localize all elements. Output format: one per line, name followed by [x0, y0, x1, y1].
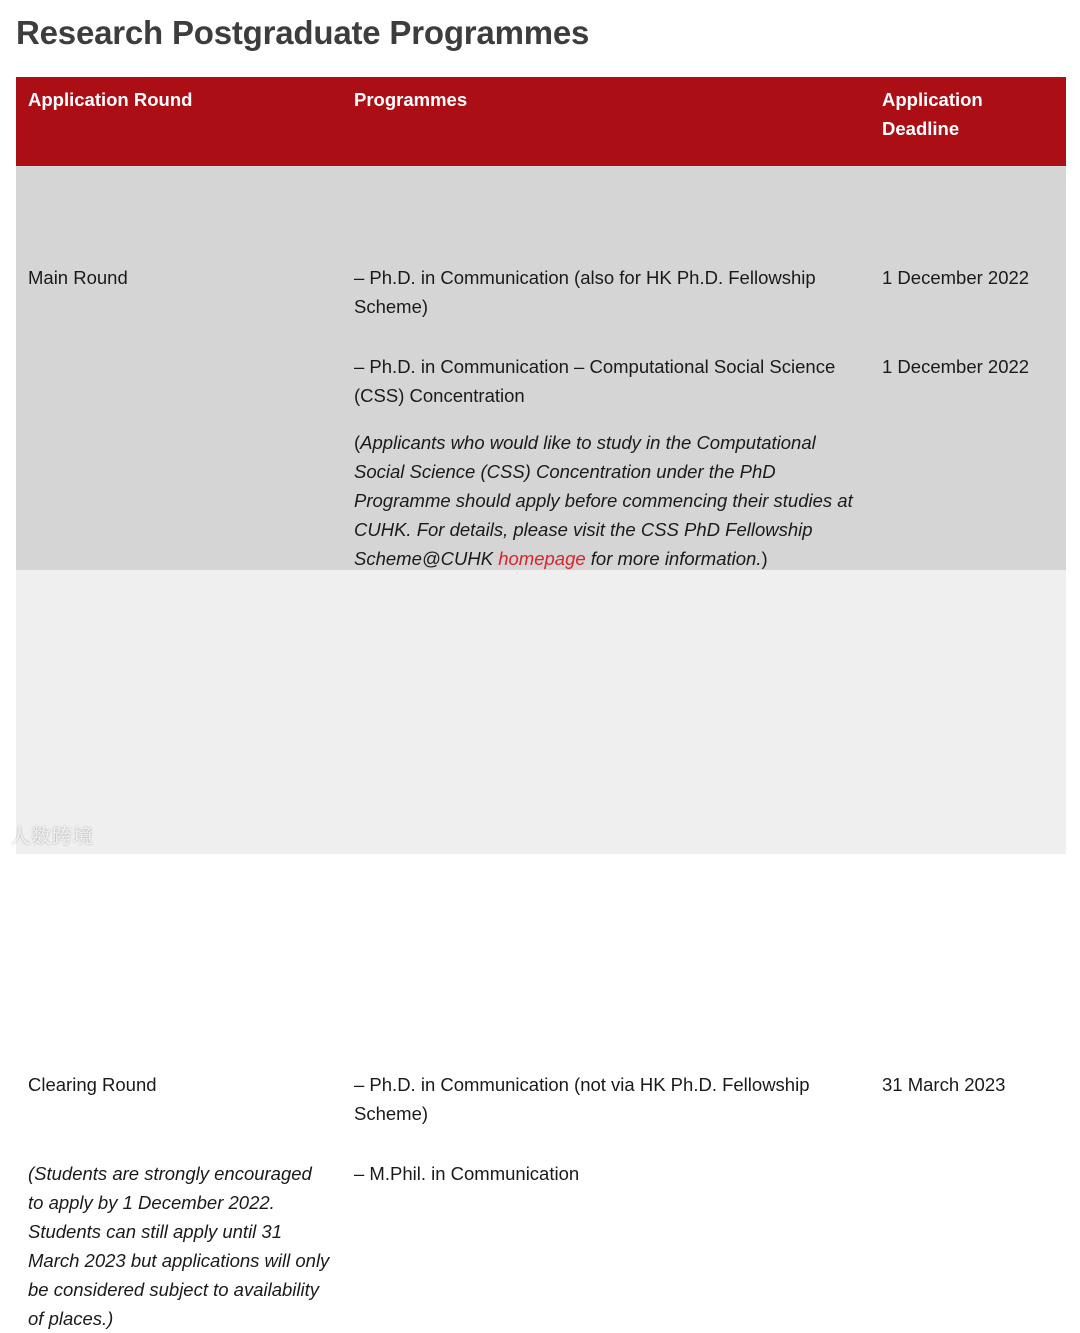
css-concentration-note	[354, 428, 864, 573]
watermark: 人数跨境	[10, 826, 94, 848]
programmes-table	[16, 77, 1066, 1329]
note-body: Applicants who would like to study in the Computational Social Science (CSS) Concentration under the PhD Programme should apply before commencing their studies at CUHK. For details, please visit the CSS PhD Fellowship Scheme@CUHK	[354, 432, 853, 569]
clearing-round-label: Clearing Round	[28, 1074, 157, 1095]
header-deadline-line1: Application	[882, 89, 983, 110]
main-round-programme-2: – Ph.D. in Communication – Computational Social Science (CSS) Concentration	[354, 356, 836, 406]
note-close-paren: )	[761, 548, 768, 569]
main-round-label	[28, 263, 328, 292]
main-round-deadline-1: 1 December 2022	[882, 267, 1030, 288]
clearing-round-deadline: 31 March 2023	[882, 1074, 1006, 1095]
header-deadline-line2: Deadline	[882, 118, 960, 139]
homepage-link[interactable]: homepage	[498, 548, 586, 569]
table-row-main-round	[16, 166, 1066, 570]
clearing-round-programme-2: – M.Phil. in Communication	[354, 1163, 580, 1184]
page-title: Research Postgraduate Programmes	[16, 14, 590, 51]
main-round-text: Main Round	[28, 267, 128, 288]
header-application-deadline	[882, 85, 1052, 143]
table-row-clearing-round	[16, 570, 1066, 1329]
header-application-round: Application Round	[28, 89, 193, 110]
main-round-programme-1: – Ph.D. in Communication (also for HK Ph.D. Fellowship Scheme)	[354, 267, 816, 317]
clearing-round-programme-1: – Ph.D. in Communication (not via HK Ph.D. Fellowship Scheme)	[354, 1074, 810, 1124]
main-round-deadline-2: 1 December 2022	[882, 356, 1030, 377]
table-header-row	[16, 77, 1066, 166]
note-tail: for more information.	[585, 548, 762, 569]
header-programmes: Programmes	[354, 89, 468, 110]
note-open-paren: (	[354, 432, 361, 453]
clearing-round-note: (Students are strongly encouraged to apply by 1 December 2022. Students can still apply until 31 March 2023 but applications will only be considered subject to availability of places.)	[28, 1163, 330, 1329]
